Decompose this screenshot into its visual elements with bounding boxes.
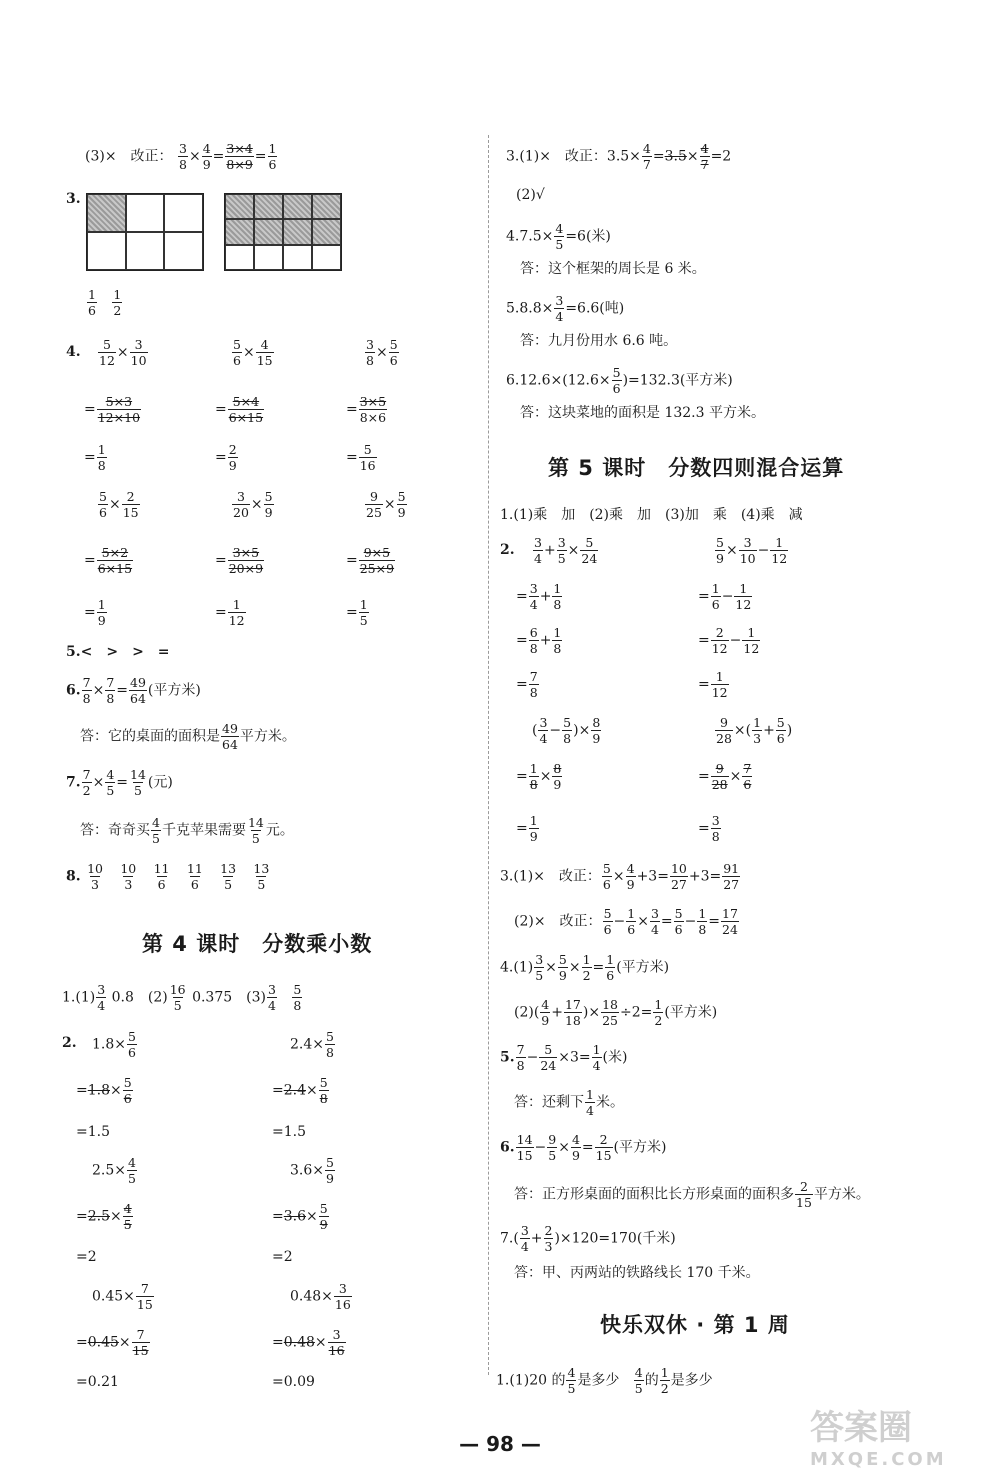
q4-c-step: = $\frac{3\times 5}{8\times 6}$: [346, 394, 387, 426]
q7-answer-b: 千克苹果需要: [161, 822, 246, 839]
l5-q2-b-s2: = $\frac{2}{12}$ − $\frac{1}{12}$: [698, 625, 760, 657]
l5-q3-2-label: (2)× 改正：: [514, 913, 602, 930]
l5-q7-unit: (千米): [636, 1230, 676, 1247]
l5-q2-d-result: = $\frac{3}{8}$: [698, 813, 720, 845]
w-q1-c: 的: [644, 1372, 659, 1389]
l5-q6-answer-a: 答：正方形桌面的面积比长方形桌面的面积多: [514, 1186, 794, 1203]
l5-q4-1-line: 4.(1) $\frac{3}{5}$ × $\frac{5}{9}$ × $\frac{1}{2}$ = $\frac{1}{6}$ (平方米): [500, 952, 670, 984]
l4-q2-d-step: =3.6× $\frac{5}{9}$: [272, 1201, 328, 1233]
l4-q2-f-step: =0.48× $\frac{3}{16}$: [272, 1327, 345, 1359]
q6-unit: (平方米): [147, 682, 201, 699]
r-q6-answer: 答：这块菜地的面积是 132.3 平方米。: [520, 405, 765, 421]
r-q3-1-line: 3.(1)× 改正：3.5× $\frac{4}{7}$ =3.5× $\frac{4}{7}$ =2: [506, 141, 732, 173]
l5-q5-answer-a: 答：还剩下: [514, 1094, 584, 1111]
r-q5-line: 5.8.8× $\frac{3}{4}$ =6.6(吨): [506, 293, 625, 325]
l4-q1-line: 1.(1) $\frac{3}{4}$ 0.8 (2) $\frac{16}{5}$ 0.375 (3) $\frac{3}{4}$ $\frac{5}{8}$: [62, 982, 302, 1014]
column-divider: [488, 135, 489, 1375]
q8-line: 8. $\frac{10}{3}$ $\frac{10}{3}$ $\frac{11}{6}$ $\frac{11}{6}$ $\frac{13}{5}$ $\frac{13}{5}$: [66, 861, 270, 893]
l5-q2-d-expr: $\frac{9}{28}$ ×( $\frac{1}{3}$ + $\frac{5}{6}$ ): [716, 715, 793, 747]
l5-q4-2-unit: (平方米): [664, 1004, 718, 1021]
l5-q6-line: 6. $\frac{14}{15}$ − $\frac{9}{5}$ × $\frac{4}{9}$ = $\frac{2}{15}$ (平方米): [500, 1132, 667, 1164]
q6-answer-pre: 答：它的桌面的面积是: [80, 728, 220, 745]
q4-f-expr: $\frac{9}{25}$ × $\frac{5}{9}$: [366, 489, 406, 521]
l5-q6-answer: 答：正方形桌面的面积比长方形桌面的面积多 $\frac{2}{15}$ 平方米。: [514, 1179, 870, 1211]
l4-q2-number: 2.: [62, 1035, 77, 1051]
l5-q5-answer-b: 米。: [595, 1094, 624, 1111]
l4-q2-a-step: =1.8× $\frac{5}{6}$: [76, 1075, 132, 1107]
l5-q7-label: 7.(: [500, 1230, 519, 1247]
l4-q1-b: 0.8 (2): [111, 989, 168, 1006]
l5-q2-a-result: = $\frac{7}{8}$: [516, 669, 538, 701]
lesson5-heading: 第 5 课时 分数四则混合运算: [548, 456, 845, 480]
q3-number: 3.: [66, 191, 81, 207]
l4-q2-c-step: =2.5× $\frac{4}{5}$: [76, 1201, 132, 1233]
l5-q2-d-step: = $\frac{9}{28}$ × $\frac{7}{6}$: [698, 761, 752, 793]
l5-q5-number: 5.: [500, 1049, 515, 1066]
r-q4-text: 4.7.5×: [506, 228, 554, 245]
rect-diagram-1: [86, 193, 204, 271]
l4-q2-e-step: =0.45× $\frac{7}{15}$: [76, 1327, 149, 1359]
r-q3-2-line: (2)√: [516, 187, 545, 203]
l5-q6-answer-b: 平方米。: [813, 1186, 870, 1203]
l5-q2-b-expr: $\frac{5}{9}$ × $\frac{3}{10}$ − $\frac{1}{12}$: [716, 535, 788, 567]
q4-d-result: = $\frac{1}{9}$: [84, 597, 106, 629]
q4-a-step: = $\frac{5\times 3}{12\times 10}$: [84, 394, 141, 426]
q6-answer: 答：它的桌面的面积是 $\frac{49}{64}$ 平方米。: [80, 721, 296, 753]
r-q5-answer: 答：九月份用水 6.6 吨。: [520, 333, 678, 349]
l5-q5-line: 5. $\frac{7}{8}$ − $\frac{5}{24}$ ×3= $\frac{1}{4}$ (米): [500, 1042, 628, 1074]
l4-q2-c-expr: 2.5× $\frac{4}{5}$: [92, 1155, 136, 1187]
q4-f-step: = $\frac{9\times 5}{25\times 9}$: [346, 545, 395, 577]
w-q1-a: 1.(1)20 的: [496, 1372, 566, 1389]
l4-q2-f-result: =0.09: [272, 1374, 315, 1390]
l5-q4-1-unit: (平方米): [616, 959, 670, 976]
q2-3-line: (3)× 改正： $\frac{3}{8}$ × $\frac{4}{9}$ = $\frac{3\times 4}{8\times 9}$ = $\frac{1}{6}$: [85, 141, 277, 173]
q6-line: 6. $\frac{7}{8}$ × $\frac{7}{8}$ = $\frac{49}{64}$ (平方米): [66, 675, 201, 707]
q7-answer-a: 答：奇奇买: [80, 822, 150, 839]
l4-q2-b-step: =2.4× $\frac{5}{8}$: [272, 1075, 328, 1107]
r-q4-line: 4.7.5× $\frac{4}{5}$ =6(米): [506, 221, 611, 253]
q8-number: 8.: [66, 868, 81, 885]
w-q1-b: 是多少: [577, 1372, 620, 1389]
l5-q5-unit: (米): [602, 1049, 628, 1066]
lesson4-heading: 第 4 课时 分数乘小数: [142, 932, 373, 956]
l5-q6-number: 6.: [500, 1139, 515, 1156]
q4-f-result: = $\frac{1}{5}$: [346, 597, 368, 629]
r-q5-post: =6.6(吨): [565, 300, 625, 317]
l5-q3-1-label: 3.(1)× 改正：: [500, 868, 601, 885]
l5-q2-c-expr: ( $\frac{3}{4}$ − $\frac{5}{8}$ )× $\frac{8}{9}$: [532, 715, 601, 747]
l4-q1-c: 0.375 (3): [192, 989, 266, 1006]
q4-d-step: = $\frac{5\times 2}{6\times 15}$: [84, 545, 133, 577]
l4-q2-b-result: =1.5: [272, 1124, 306, 1140]
r-q6-post: )=132.3(平方米): [622, 372, 733, 389]
l4-q2-c-result: =2: [76, 1249, 97, 1265]
l5-q5-answer: 答：还剩下 $\frac{1}{4}$ 米。: [514, 1087, 624, 1119]
l4-q2-b-expr: 2.4× $\frac{5}{8}$: [290, 1029, 334, 1061]
page-number-value: 98: [486, 1432, 514, 1456]
l5-q2-c-step: = $\frac{1}{8}$ × $\frac{8}{9}$: [516, 761, 562, 793]
rect-diagram-2: [224, 193, 342, 271]
q4-b-expr: $\frac{5}{6}$ × $\frac{4}{15}$: [233, 337, 273, 369]
q4-a-expr: $\frac{5}{12}$ × $\frac{3}{10}$: [99, 337, 147, 369]
watermark-main: 答案圈: [810, 1408, 912, 1448]
q3-answers: $\frac{1}{6}$ $\frac{1}{2}$: [88, 287, 122, 319]
l5-q2-b-s1: = $\frac{1}{6}$ − $\frac{1}{12}$: [698, 581, 752, 613]
q4-a-result: = $\frac{1}{8}$: [84, 442, 106, 474]
l4-q1-a: 1.(1): [62, 989, 96, 1006]
l5-q7-post: )×120=170: [554, 1230, 637, 1247]
l5-q4-2-line: (2)( $\frac{4}{9}$ + $\frac{17}{18}$ )× $\frac{18}{25}$ ÷2= $\frac{1}{2}$ (平方米): [514, 997, 718, 1029]
l5-q3-1-line: 3.(1)× 改正： $\frac{5}{6}$ × $\frac{4}{9}$ +3= $\frac{10}{27}$ +3= $\frac{91}{27}$: [500, 861, 740, 893]
watermark-url: MXQE.COM: [810, 1449, 947, 1470]
l4-q2-f-expr: 0.48× $\frac{3}{16}$: [290, 1281, 351, 1313]
q7-answer: 答：奇奇买 $\frac{4}{5}$ 千克苹果需要 $\frac{14}{5}$ 元。: [80, 815, 294, 847]
l4-q2-a-result: =1.5: [76, 1124, 110, 1140]
q6-answer-post: 平方米。: [239, 728, 296, 745]
q4-c-result: = $\frac{5}{16}$: [346, 442, 376, 474]
q7-line: 7. $\frac{7}{2}$ × $\frac{4}{5}$ = $\frac{14}{5}$ (元): [66, 767, 173, 799]
q7-unit: (元): [147, 774, 173, 791]
q4-e-result: = $\frac{1}{12}$: [215, 597, 245, 629]
l4-q2-a-expr: 1.8× $\frac{5}{6}$: [92, 1029, 136, 1061]
l5-q7-line: 7.( $\frac{3}{4}$ + $\frac{2}{3}$ )×120=170(千米): [500, 1223, 676, 1255]
l5-q6-unit: (平方米): [613, 1139, 667, 1156]
l5-q2-a-s2: = $\frac{6}{8}$ + $\frac{1}{8}$: [516, 625, 562, 657]
l5-q4-2-label: (2)(: [514, 1004, 540, 1021]
w-q1-d: 是多少: [670, 1372, 713, 1389]
q4-d-expr: $\frac{5}{6}$ × $\frac{2}{15}$: [99, 489, 139, 521]
r-q6-text: 6.12.6×(12.6×: [506, 372, 611, 389]
q4-c-expr: $\frac{3}{8}$ × $\frac{5}{6}$: [366, 337, 398, 369]
q4-b-result: = $\frac{2}{9}$: [215, 442, 237, 474]
w-q1-line: 1.(1)20 的 $\frac{4}{5}$ 是多少 $\frac{4}{5}$ 的 $\frac{1}{2}$ 是多少: [496, 1365, 713, 1397]
l4-q2-e-result: =0.21: [76, 1374, 119, 1390]
q2-3-label: (3)× 改正：: [85, 148, 173, 165]
l5-q2-c-result: = $\frac{1}{9}$: [516, 813, 538, 845]
q4-e-step: = $\frac{3\times 5}{20\times 9}$: [215, 545, 264, 577]
r-q5-text: 5.8.8×: [506, 300, 554, 317]
r-q4-post: =6(米): [565, 228, 611, 245]
weekend-heading: 快乐双休 · 第 1 周: [600, 1313, 790, 1337]
l5-q2-a-s1: = $\frac{3}{4}$ + $\frac{1}{8}$: [516, 581, 562, 613]
l4-q2-d-result: =2: [272, 1249, 293, 1265]
q5-line: 5.< > > =: [66, 644, 170, 660]
l5-q7-answer: 答：甲、丙两站的铁路线长 170 千米。: [514, 1265, 760, 1281]
l5-q1-line: 1.(1)乘 加 (2)乘 加 (3)加 乘 (4)乘 减: [500, 507, 803, 523]
page-number: — 98 —: [459, 1432, 541, 1456]
l5-q2-number: 2.: [500, 542, 515, 558]
r-q6-line: 6.12.6×(12.6× $\frac{5}{6}$ )=132.3(平方米): [506, 365, 733, 397]
l5-q4-1-label: 4.(1): [500, 959, 534, 976]
r-q3-1-text: 3.(1)× 改正：3.5×: [506, 148, 641, 165]
r-q4-answer: 答：这个框架的周长是 6 米。: [520, 261, 706, 277]
l5-q2-a-expr: $\frac{3}{4}$ + $\frac{3}{5}$ × $\frac{5}{24}$: [534, 535, 598, 567]
q4-b-step: = $\frac{5\times 4}{6\times 15}$: [215, 394, 264, 426]
q4-number: 4.: [66, 344, 81, 360]
watermark: [810, 1400, 947, 1470]
q7-answer-c: 元。: [265, 822, 294, 839]
l5-q3-2-line: (2)× 改正： $\frac{5}{6}$ − $\frac{1}{6}$ × $\frac{3}{4}$ = $\frac{5}{6}$ − $\frac{1}{8}$ = $\frac{17}{24}$: [514, 906, 738, 938]
l5-q2-b-result: = $\frac{1}{12}$: [698, 669, 728, 701]
l4-q2-e-expr: 0.45× $\frac{7}{15}$: [92, 1281, 153, 1313]
q4-e-expr: $\frac{3}{20}$ × $\frac{5}{9}$: [233, 489, 273, 521]
l4-q2-d-expr: 3.6× $\frac{5}{9}$: [290, 1155, 334, 1187]
